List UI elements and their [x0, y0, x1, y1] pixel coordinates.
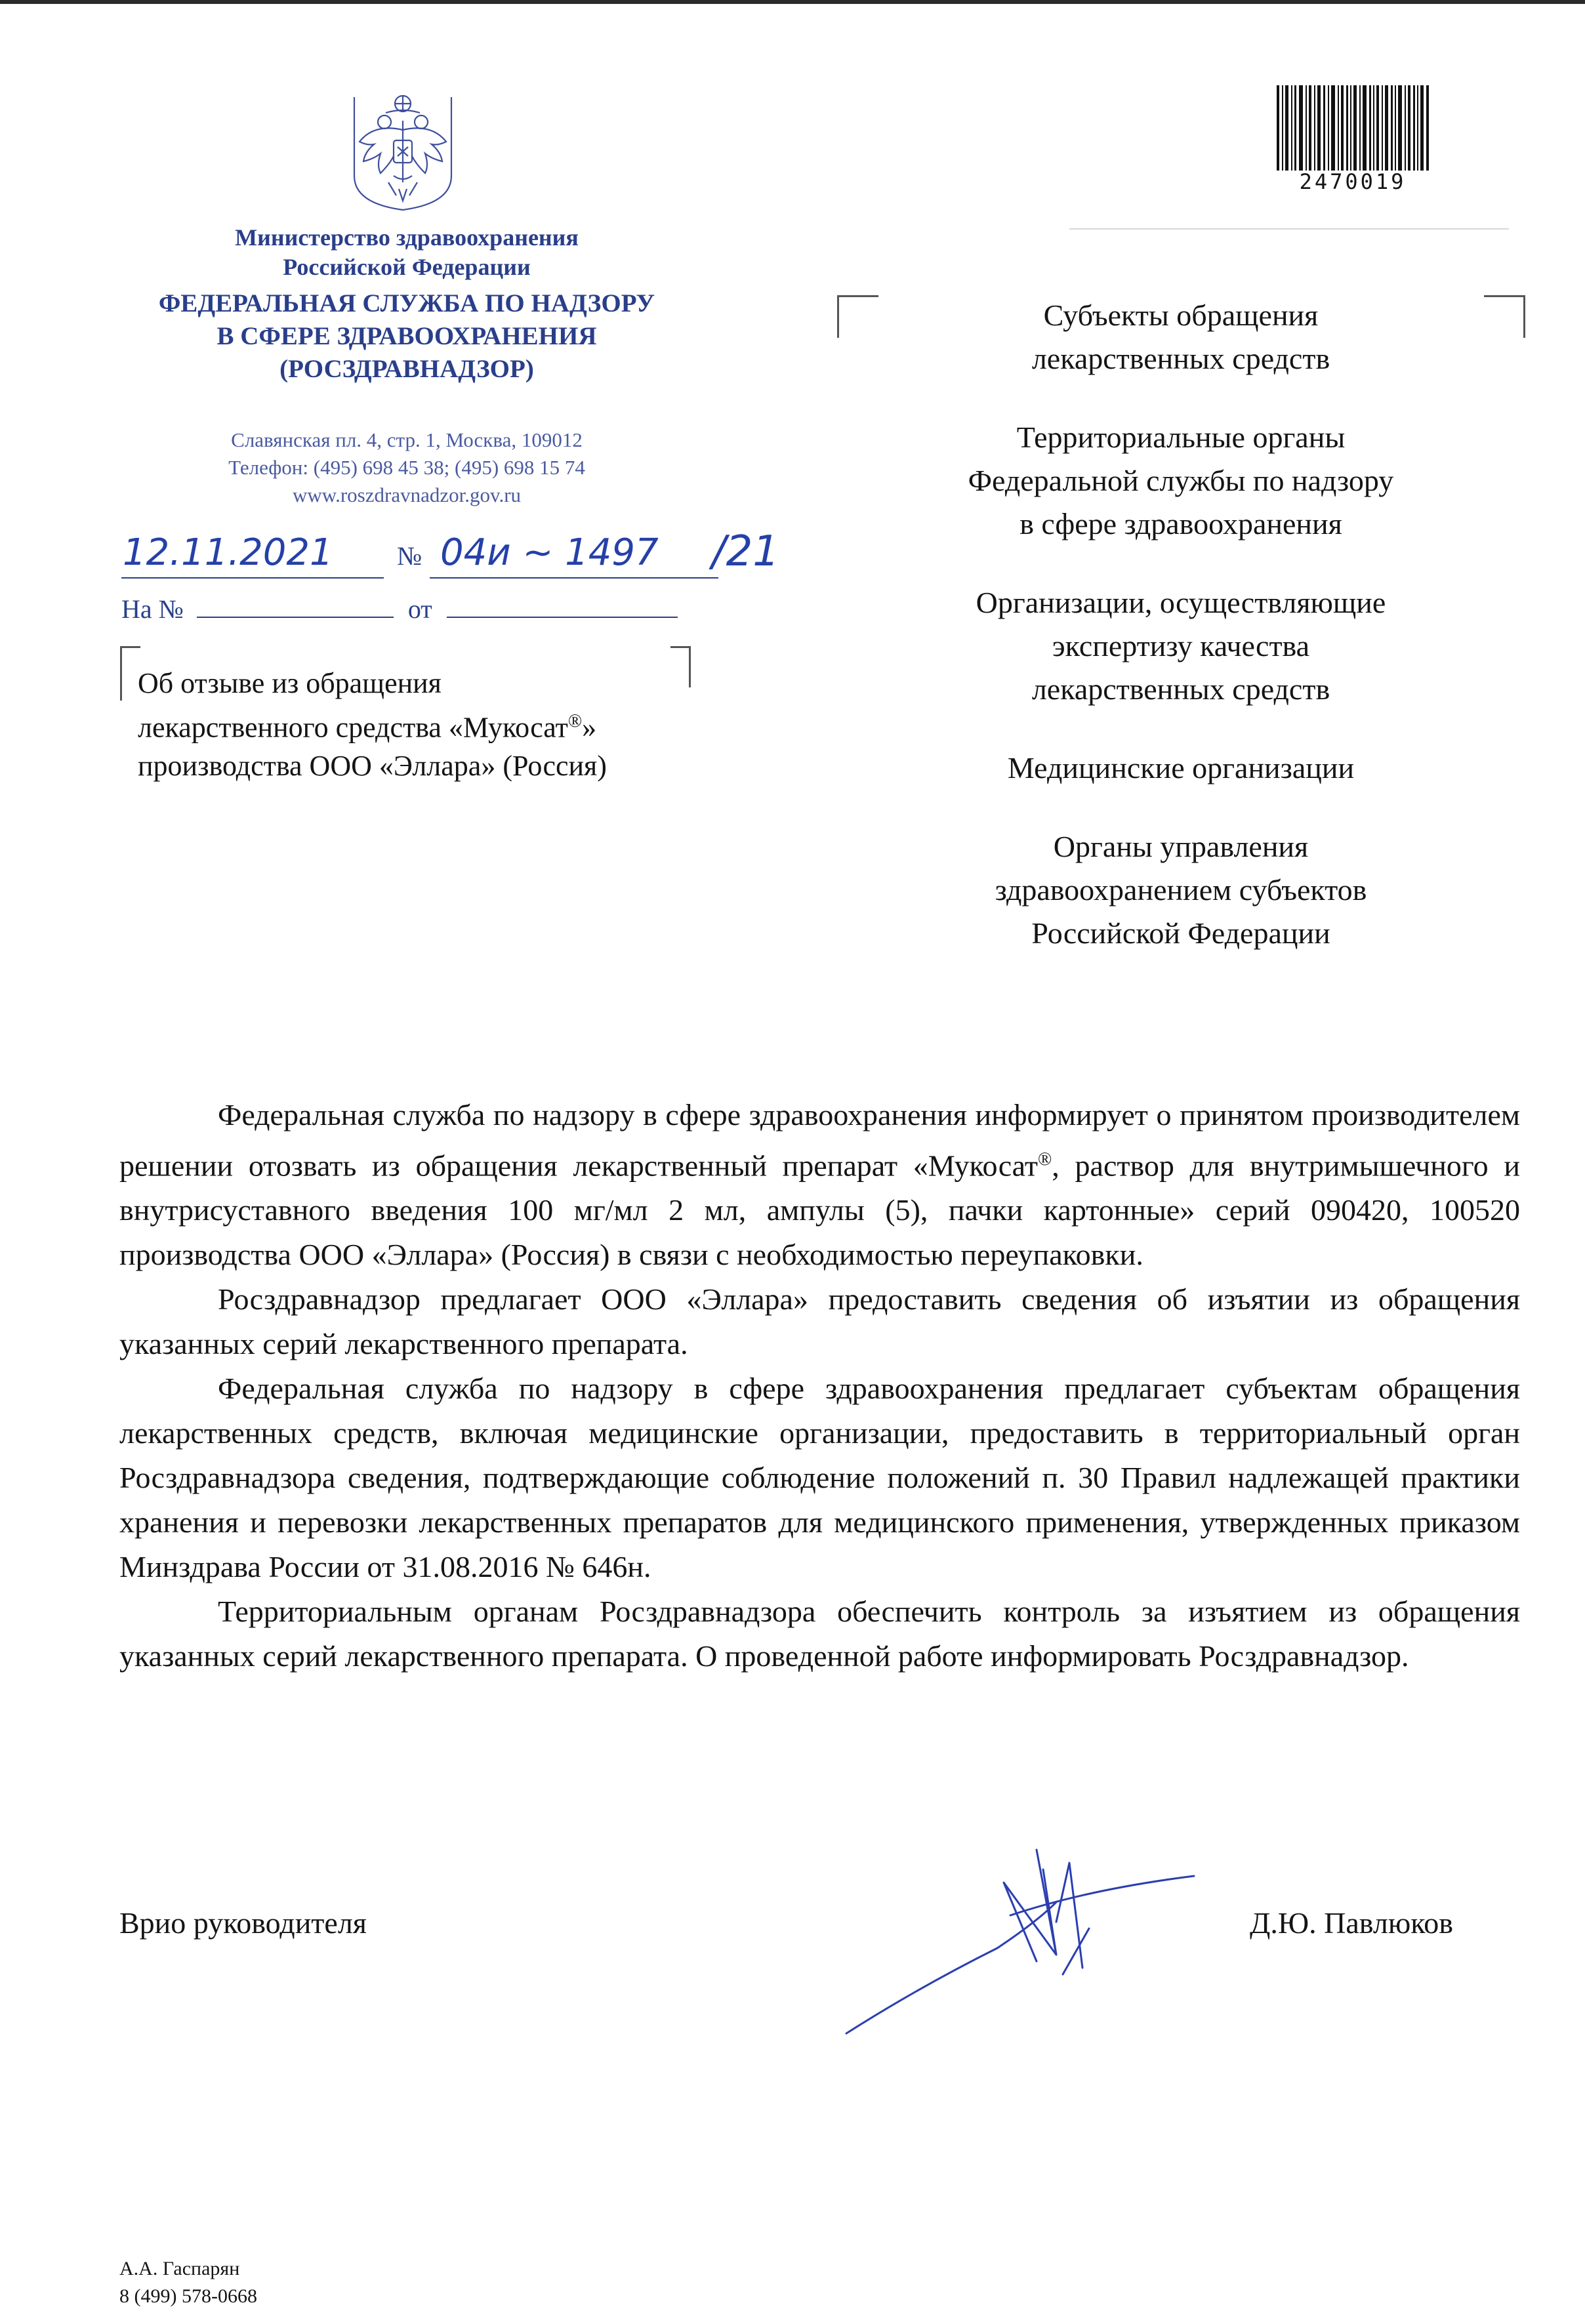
barcode-number: 2470019 [1299, 169, 1407, 194]
recipient-line: Территориальные органы [1016, 420, 1346, 454]
ref-label: На № [121, 594, 184, 624]
recipient-line: Российской Федерации [1031, 916, 1330, 950]
ref-from-label: от [407, 594, 432, 624]
recipient-line: лекарственных средств [1031, 342, 1330, 375]
service-line-2: В СФЕРЕ ЗДРАВООХРАНЕНИЯ [216, 322, 597, 350]
recipient-group-2 [866, 416, 1496, 546]
registration-line [121, 527, 804, 590]
service-line-3: (РОСЗДРАВНАДЗОР) [279, 355, 534, 383]
ref-date-blank [447, 617, 678, 618]
coat-of-arms-emblem [348, 84, 458, 213]
body-paragraph-2: Росздравнадзор предлагает ООО «Эллара» предоставить сведения об изъятии из обращения указанных серий лекарственного препарата. [119, 1282, 1520, 1361]
handwritten-signature [840, 1824, 1207, 2040]
scan-top-edge [0, 0, 1585, 4]
service-name [98, 287, 715, 386]
subject-block [138, 664, 715, 785]
recipient-line: Федеральной службы по надзору [968, 464, 1394, 497]
recipient-line: Субъекты обращения [1043, 298, 1319, 332]
recipient-group-4 [866, 746, 1496, 790]
recipients-block [866, 294, 1496, 990]
date-underline [121, 577, 384, 579]
recipient-line: Органы управления [1053, 830, 1309, 863]
ministry-line-2: Российской Федерации [283, 254, 531, 280]
recipient-line: Медицинские организации [1007, 751, 1355, 785]
phone: Телефон: (495) 698 45 38; (495) 698 15 74 [228, 456, 585, 479]
signer-name: Д.Ю. Павлюков [1250, 1906, 1453, 1940]
reference-line [121, 594, 699, 624]
registration-date: 12.11.2021 [123, 531, 333, 574]
ministry-line-1: Министерство здравоохранения [235, 224, 579, 251]
number-underline [430, 577, 718, 579]
barcode [1277, 85, 1429, 171]
subject-line-2-close: » [582, 711, 597, 744]
registration-number: 04и ~ 1497 [440, 531, 659, 574]
subject-line-1: Об отзыве из обращения [138, 667, 442, 699]
body-paragraph-4: Территориальным органам Росздравнадзора обеспечить контроль за изъятием из обращения указанных серий лекарственного препарата. О проведенной работе информировать Росздравнадзор. [119, 1595, 1520, 1673]
executor-name: А.А. Гаспарян [119, 2258, 240, 2279]
recipient-line: в сфере здравоохранения [1019, 507, 1342, 540]
website: www.roszdravnadzor.gov.ru [292, 483, 522, 506]
recipient-line: здравоохранением субъектов [995, 873, 1367, 907]
contacts-block [118, 426, 695, 509]
letter-body [119, 1093, 1520, 1679]
recipient-group-5 [866, 825, 1496, 955]
ministry-name [118, 223, 695, 282]
registered-mark: ® [1038, 1149, 1052, 1170]
recipient-group-3 [866, 581, 1496, 711]
subject-line-2-text: лекарственного средства «Мукосат [138, 711, 568, 744]
executor-phone: 8 (499) 578-0668 [119, 2285, 257, 2307]
body-paragraph-1 [119, 1093, 1520, 1277]
signer-role: Врио руководителя [119, 1906, 367, 1940]
body-paragraph-3: Федеральная служба по надзору в сфере здравоохранения предлагает субъектам обращения лекарственных средств, включая медицинские организации, предоставить в территориальный орган Росздравнадзора сведения, подтверждающие соблюдение положений п. 30 Правил надлежащей практики хранения и перевозки лекарственных препаратов для медицинского применения, утвержденных приказом Минздрава России от 31.08.2016 № 646н. [119, 1372, 1520, 1584]
body-paragraph-1-text: Федеральная служба по надзору в сфере здравоохранения информирует о принятом производителем решении отозвать из обращения лекарственный препарат «Мукосат [119, 1098, 1520, 1183]
ref-number-blank [197, 617, 394, 618]
barcode-separator [1069, 228, 1509, 230]
executor-block [119, 2255, 257, 2310]
subject-line-2 [138, 703, 715, 747]
recipient-line: экспертизу качества [1052, 629, 1310, 663]
service-line-1: ФЕДЕРАЛЬНАЯ СЛУЖБА ПО НАДЗОРУ [158, 289, 655, 317]
registration-year: /21 [712, 527, 779, 576]
address: Славянская пл. 4, стр. 1, Москва, 109012 [231, 428, 583, 451]
recipient-line: лекарственных средств [1031, 672, 1330, 706]
body-paragraph-1-text-cont: , раствор для внутримышечного и внутрисуставного введения 100 мг/мл 2 мл, ампулы (5), пачки картонные» серий 090420, 100520 производства ООО «Эллара» (Россия) в связи с необходимостью переупаковки. [119, 1149, 1520, 1272]
recipient-group-1 [866, 294, 1496, 380]
recipient-line: Организации, осуществляющие [976, 586, 1386, 619]
registered-mark: ® [567, 711, 583, 731]
subject-line-3: производства ООО «Эллара» (Россия) [138, 749, 607, 782]
number-sign: № [397, 541, 422, 571]
